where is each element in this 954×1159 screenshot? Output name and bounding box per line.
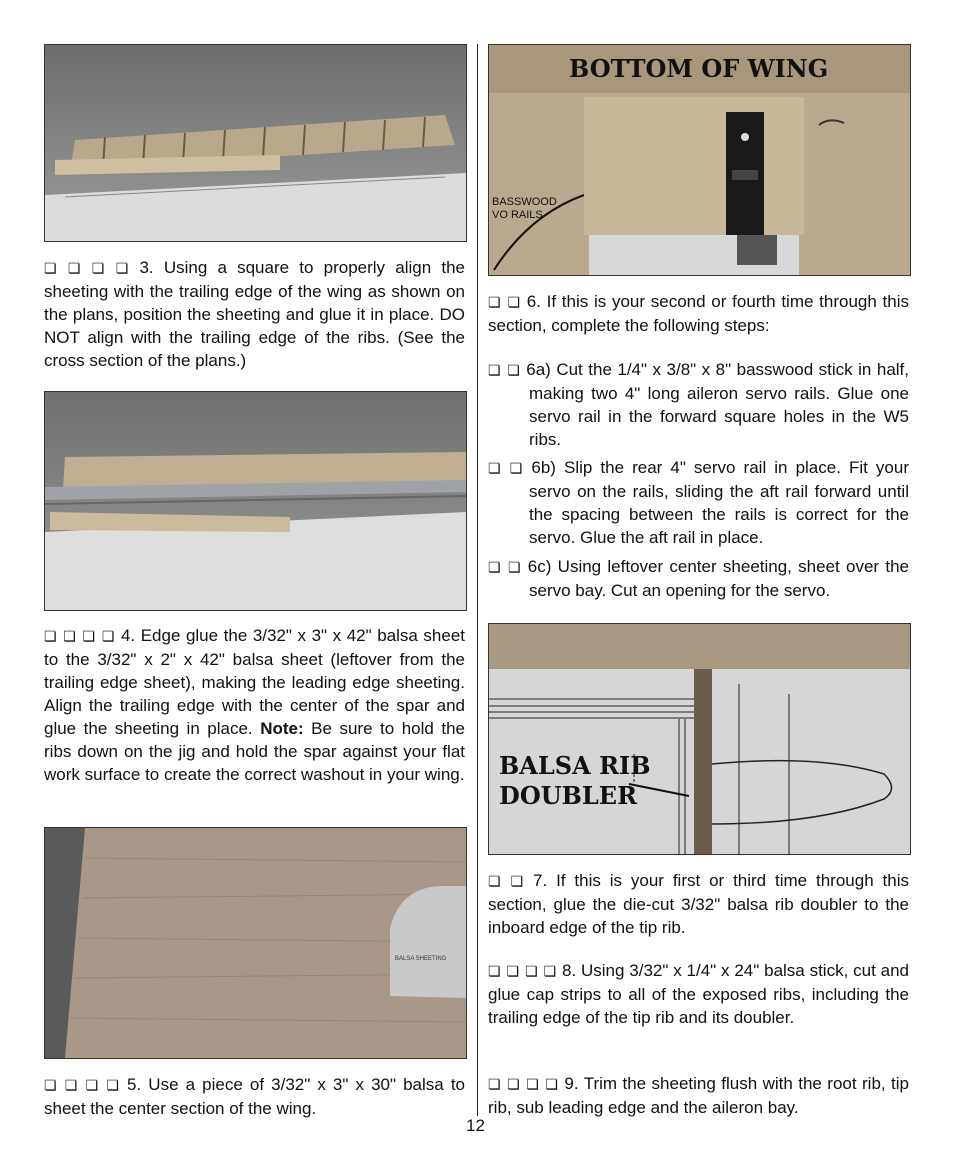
step-6b [488,456,909,549]
step-6b-text: 6b) Slip the rear 4" servo rail in place. Fit your servo on the rails, sliding the aft rail forward until the spacing between the rails is correct for the servo. Glue the aft rail in place. [529,458,909,547]
checkboxes[interactable]: ❏ ❏ [488,362,521,378]
photo-center-sheeting [44,827,467,1059]
rib-doubler-label-2: DOUBLER [499,781,638,810]
step-9-text: 9. Trim the sheeting flush with the root rib, tip rib, sub leading edge and the aileron bay. [488,1074,910,1117]
rib-doubler-label-1: BALSA RIB [499,751,651,780]
checkboxes[interactable]: ❏ ❏ ❏ ❏ [44,628,116,644]
checkboxes[interactable]: ❏ ❏ ❏ ❏ [488,963,558,979]
step-8-text: 8. Using 3/32" x 1/4" x 24" balsa stick, cut and glue cap strips to all of the exposed ribs, including the trailing edge of the tip rib and its doubler. [488,961,909,1027]
step-4 [44,624,465,786]
basswood-label: BASSWOOD [492,196,557,208]
photo-wing-with-spar [44,391,467,611]
step-5-text: 5. Use a piece of 3/32" x 3" x 30" balsa to sheet the center section of the wing. [44,1075,465,1118]
photo-balsa-rib-doubler [488,623,911,855]
column-divider [477,44,478,1116]
center-sheeting-image [45,828,466,1058]
bottom-of-wing-title: BOTTOM OF WING [569,54,829,83]
servo-rails-label: VO RAILS [492,209,543,221]
photo-bottom-of-wing [488,44,911,276]
step-6c-text: 6c) Using leftover center sheeting, sheet over the servo bay. Cut an opening for the servo. [527,557,909,600]
photo-wing-with-trailing-sheeting [44,44,467,242]
step-8 [488,959,909,1029]
checkboxes[interactable]: ❏ ❏ ❏ ❏ [44,260,130,276]
checkboxes[interactable]: ❏ ❏ [488,294,521,310]
wing-spar-image [45,392,466,610]
step-4-text: 4. Edge glue the 3/32" x 3" x 42" balsa sheet to the 3/32" x 2" x 42" balsa sheet (leftover from the trailing edge sheet), making the leading edge sheeting. Align the trailing edge with the center of the spar and glue the sheeting in place. [44,626,465,738]
rib-doubler-image [489,624,910,854]
wing-jig-image [45,45,466,241]
step-6a [488,358,909,451]
bottom-of-wing-image [489,45,910,275]
step-6 [488,290,909,337]
step-6c [488,555,909,602]
checkboxes[interactable]: ❏ ❏ ❏ ❏ [488,1076,559,1092]
note-label: Note: [260,719,304,738]
step-5 [44,1073,465,1120]
step-9 [488,1072,909,1119]
page-number: 12 [466,1116,485,1135]
checkboxes[interactable]: ❏ ❏ [488,460,524,476]
step-3-text: 3. Using a square to properly align the sheeting with the trailing edge of the wing as shown on the plans, position the sheeting and glue it in place. DO NOT align with the trailing edge of the ribs. (See the cross section of the plans.) [44,258,465,370]
checkboxes[interactable]: ❏ ❏ [488,559,522,575]
step-6a-text: 6a) Cut the 1/4" x 3/8" x 8" basswood stick in half, making two 4" long aileron servo rails. Glue one servo rail in the forward square holes in the W5 ribs. [526,360,909,449]
checkboxes[interactable]: ❏ ❏ [488,873,525,889]
step-7-text: 7. If this is your first or third time through this section, glue the die-cut 3/32" balsa rib doubler to the inboard edge of the tip rib. [488,871,909,937]
balsa-sheeting-label: BALSA SHEETING [395,956,447,962]
step-6-text: 6. If this is your second or fourth time through this section, complete the following steps: [488,292,909,335]
step-3 [44,256,465,372]
checkboxes[interactable]: ❏ ❏ ❏ ❏ [44,1077,120,1093]
note-text: Be sure to hold the ribs down on the jig and hold the spar against your flat work surface to create the correct washout in your wing. [44,719,465,784]
step-7 [488,869,909,939]
